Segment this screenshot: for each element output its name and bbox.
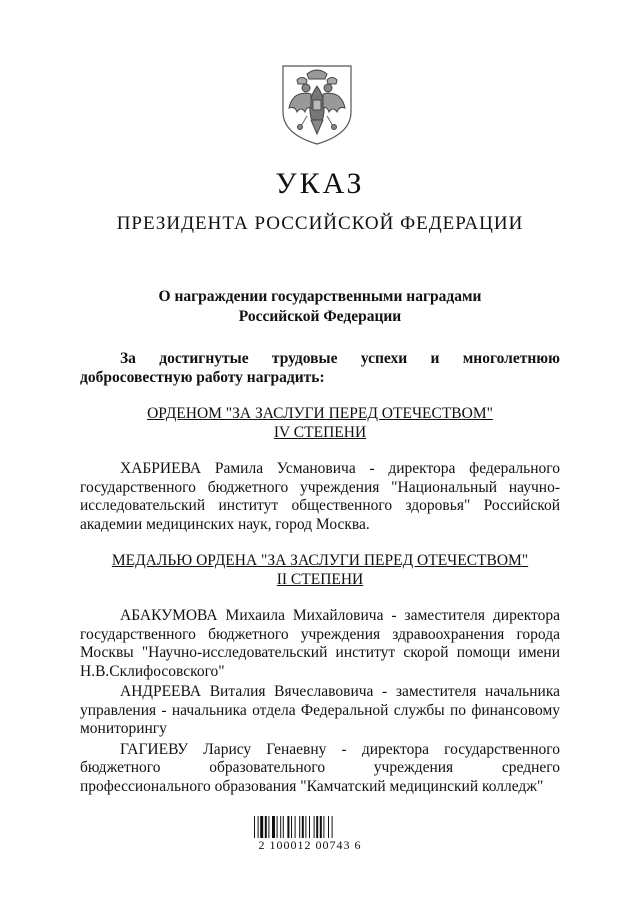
award-title [80,405,560,442]
recipient-entry: ХАБРИЕВА Рамила Усмановича - директора федерального государственного бюджетного учреждения "Национальный научно-исследовательский институт общественного здоровья" Российской академии медицинских наук, город Москва. [80,460,560,533]
award-title [80,552,560,589]
recipient-entry: АНДРЕЕВА Виталия Вячеславовича - заместителя начальника управления - начальника отдела Федеральной службы по финансовому мониторингу [80,683,560,737]
award-section-order [80,405,560,534]
barcode-number: 2 100012 00743 6 [258,838,362,852]
document-heading-line2: Российской Федерации [238,308,402,325]
award-title-line1: ОРДЕНОМ "ЗА ЗАСЛУГИ ПЕРЕД ОТЕЧЕСТВОМ" [147,405,493,422]
decree-body [80,350,560,796]
award-title-line2: II СТЕПЕНИ [276,570,364,588]
preamble [80,350,560,387]
decree-title: УКАЗ [275,167,365,200]
award-title-line1: МЕДАЛЬЮ ОРДЕНА "ЗА ЗАСЛУГИ ПЕРЕД ОТЕЧЕСТВОМ" [111,552,529,569]
document-heading [80,287,560,327]
coat-of-arms-icon [277,60,357,146]
decree-subtitle: ПРЕЗИДЕНТА РОССИЙСКОЙ ФЕДЕРАЦИИ [116,213,524,234]
award-section-medal [80,552,560,796]
preamble-line2: добросовестную работу наградить: [80,368,325,386]
preamble-line1: За достигнутые трудовые успехи и многолетнюю [120,350,560,367]
document-heading-line1: О награждении государственными наградами [158,288,482,305]
award-title-line2: IV СТЕПЕНИ [273,423,367,441]
recipient-entry: ГАГИЕВУ Ларису Генаевну - директора государственного бюджетного образовательного учреждения среднего профессионального образования "Камчатский медицинский колледж" [80,740,560,795]
recipient-entry: АБАКУМОВА Михаила Михайловича - заместителя директора государственного бюджетного учреждения здравоохранения города Москвы "Научно-исследовательский институт скорой помощи имени Н.В.Склифосовского" [80,607,560,680]
